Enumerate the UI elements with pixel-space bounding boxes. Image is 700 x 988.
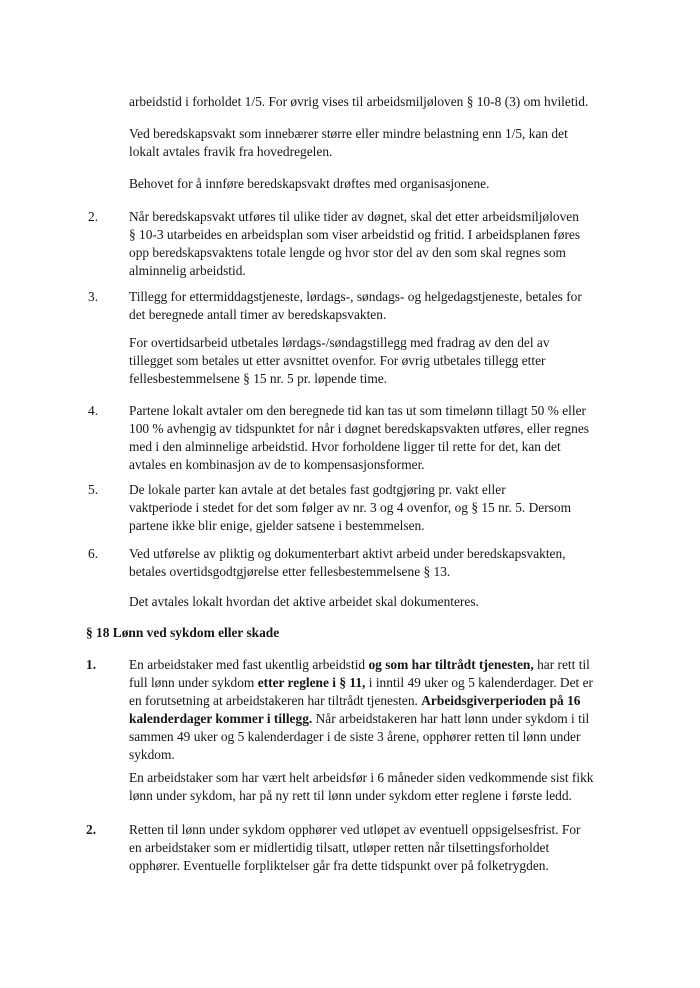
item-number: 3.: [88, 289, 99, 304]
item-2-text: Når beredskapsvakt utføres til ulike tider av døgnet, skal det etter arbeidsmiljøloven § 10-3 utarbeides en arbeidsplan som viser arbeidstid og fritid. I arbeidsplanen føres opp beredskapsvaktens totale lengde og hvor stor del av den som skal regnes som alminnelig arbeidstid.: [129, 209, 581, 278]
item-number: 2.: [86, 822, 97, 837]
sick-pay-item-1-extra: En arbeidstaker som har vært helt arbeidsfør i 6 måneder siden vedkommende sist fikk lønn under sykdom, har på ny rett til lønn under sykdom etter reglene i første ledd.: [129, 770, 594, 803]
intro-paragraph-2: Ved beredskapsvakt som innebærer større eller mindre belastning enn 1/5, kan det lokalt avtales fravik fra hovedregelen.: [129, 126, 568, 159]
item-number: 5.: [88, 482, 99, 497]
text-run: i inntil 49 uker og 5 kalenderdager. Det er en forutsetning at arbeidstakeren har tiltrådt tjenesten.: [129, 675, 593, 708]
item-6-extra: Det avtales lokalt hvordan det aktive arbeidet skal dokumenteres.: [129, 594, 479, 609]
intro-paragraph-1: arbeidstid i forholdet 1/5. For øvrig vises til arbeidsmiljøloven § 10-8 (3) om hviletid.: [129, 94, 589, 109]
sick-pay-item-1-text: [129, 656, 629, 764]
item-3-extra: For overtidsarbeid utbetales lørdags-/søndagstillegg med fradrag av den del av tillegget som betales ut etter avsnittet ovenfor. For øvrig utbetales tillegg etter fellesbestemmelsene § 15 nr. 5 pr. løpende time.: [129, 335, 550, 386]
item-number: 4.: [88, 403, 99, 418]
sick-pay-item-2-text: Retten til lønn under sykdom opphører ved utløpet av eventuell oppsigelsesfrist. For en arbeidstaker som er midlertidig tilsatt, utløper retten når tilsettingsforholdet opphører. Eventuelle forpliktelser går fra dette tidspunkt over på folketrygden.: [129, 822, 581, 873]
text-run: Når arbeidstakeren har hatt lønn under sykdom i til sammen 49 uker og 5 kalenderdager i de siste 3 årene, opphører retten til lønn under sykdom.: [129, 711, 590, 762]
item-6-text: Ved utførelse av pliktig og dokumenterbart aktivt arbeid under beredskapsvakten, betales overtidsgodtgjørelse etter fellesbestemmelsene § 13.: [129, 546, 566, 579]
item-number: 6.: [88, 546, 99, 561]
item-5-text: De lokale parter kan avtale at det betales fast godtgjøring pr. vakt eller vaktperiode i stedet for det som følger av nr. 3 og 4 ovenfor, og § 15 nr. 5. Dersom partene ikke blir enige, gjelder satsene i bestemmelsen.: [129, 482, 572, 533]
item-4-text: Partene lokalt avtaler om den beregnede tid kan tas ut som timelønn tillagt 50 % eller 100 % avhengig av tidspunktet for når i døgnet beredskapsvakten utføres, eller regnes med i den alminnelige arbeidstid. Hvor forholdene ligger til rette for det, kan det avtales en kombinasjon av de to kompensasjonsformer.: [129, 403, 589, 472]
text-run: har rett til full lønn under sykdom: [129, 657, 590, 690]
intro-paragraph-3: Behovet for å innføre beredskapsvakt drøftes med organisasjonene.: [129, 176, 490, 191]
item-number: 1.: [86, 657, 97, 672]
item-3-text: Tillegg for ettermiddagstjeneste, lørdags-, søndags- og helgedagstjeneste, betales for det beregnede antall timer av beredskapsvakten.: [129, 289, 582, 322]
bold-run: og som har tiltrådt tjenesten,: [368, 657, 534, 672]
section-heading: § 18 Lønn ved sykdom eller skade: [86, 625, 280, 640]
bold-run: etter reglene i § 11,: [257, 675, 366, 690]
item-number: 2.: [88, 209, 99, 224]
text-run: En arbeidstaker med fast ukentlig arbeidstid: [129, 657, 369, 672]
bold-run: Arbeidsgiverperioden på 16 kalenderdager kommer i tillegg.: [129, 693, 581, 726]
